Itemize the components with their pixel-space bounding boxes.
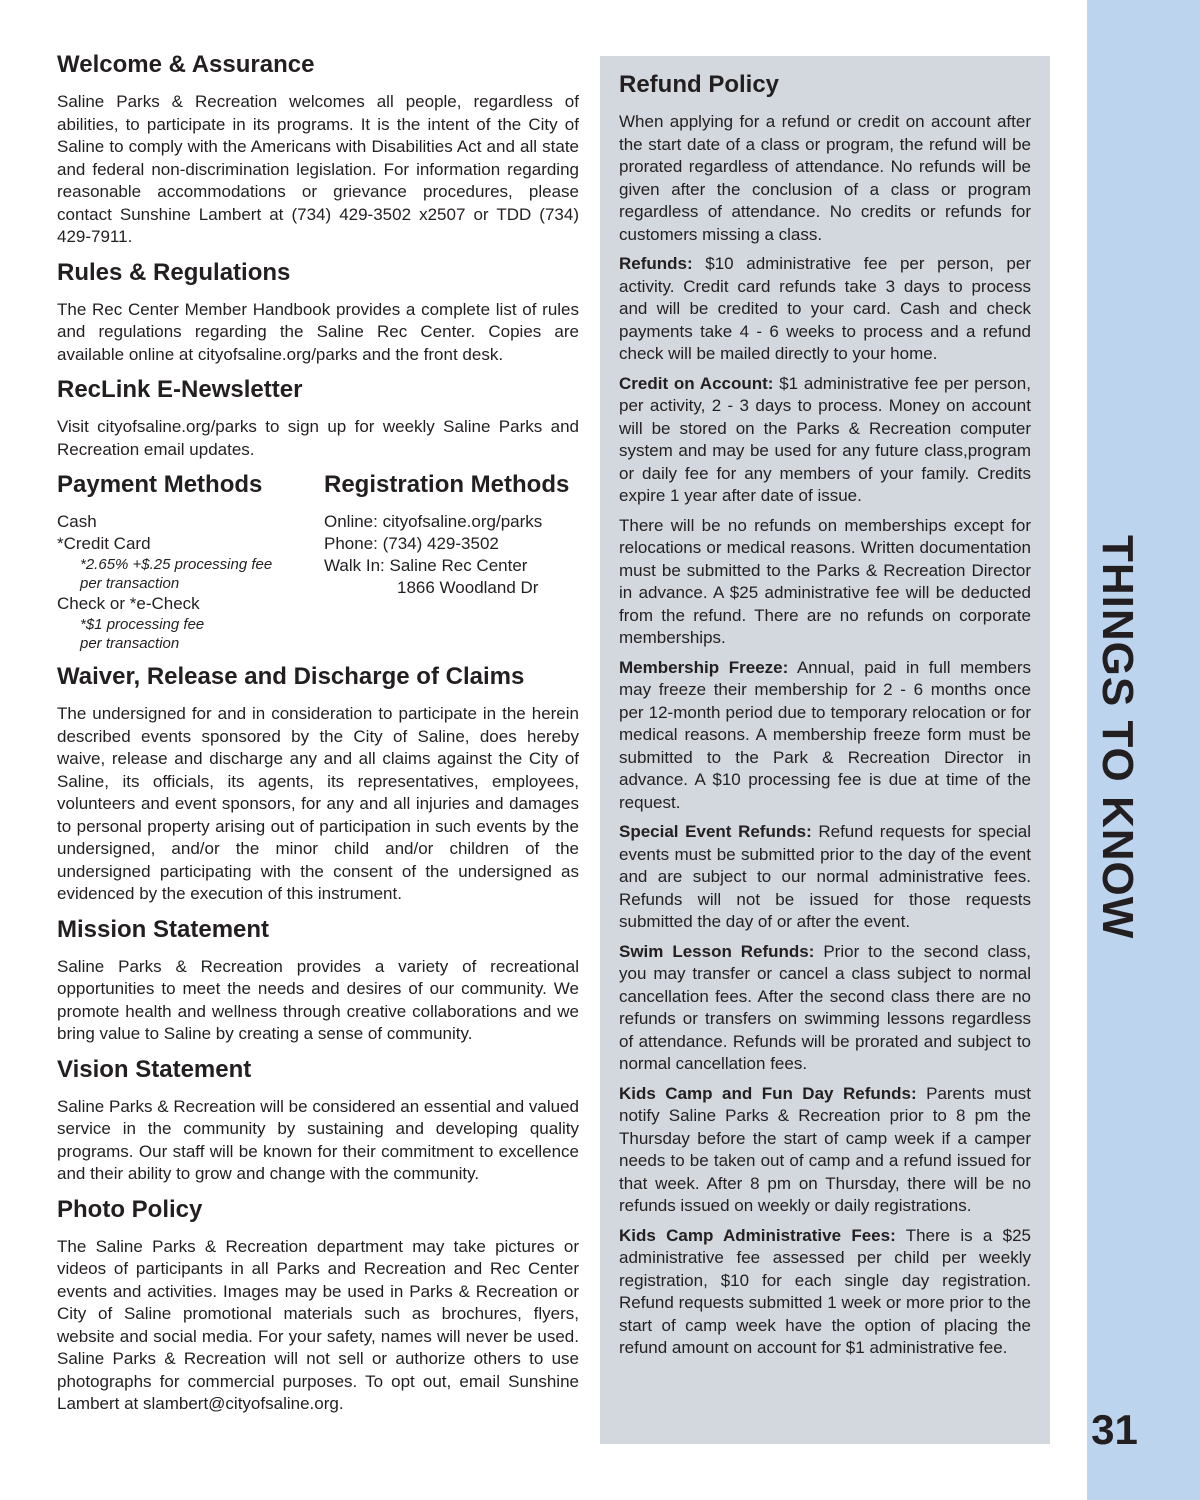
refund-policy: [619, 70, 1031, 1367]
welcome-heading: Welcome & Assurance: [57, 51, 315, 78]
vision-section: [57, 1055, 579, 1186]
payment-cash: Cash: [57, 512, 97, 531]
mission-body: Saline Parks & Recreation provides a variety of recreational opportunities to meet the needs and desires of our community. We promote health and wellness through creative collaborations and we bring value to Saline by creating a sense of community.: [57, 956, 579, 1043]
refund-item-text: Prior to the second class, you may transfer or cancel a class subject to normal cancellation fees. After the second class there are no refunds or transfers on swimming lessons regardless of attendance. Refunds will be prorated and subject to normal cancellation fees.: [619, 941, 1031, 1073]
payment-credit: *Credit Card: [57, 534, 151, 553]
methods-section: [57, 470, 579, 653]
refund-item-text: Refund requests for special events must be submitted prior to the day of the event and are subject to our normal administrative fees. Refunds will not be issued for those requests submitted the day of or after the event.: [619, 822, 1031, 931]
welcome-section: [57, 50, 579, 249]
rules-heading: Rules & Regulations: [57, 258, 291, 286]
refund-item-text: Parents must notify Saline Parks & Recreation prior to 8 pm the Thursday before the start of camp week if a camper needs to be taken out of camp and a refund issued for that week. After 8 pm on Thursday, there will be no refunds issued on weekly or daily registrations.: [619, 1083, 1031, 1215]
refund-item-text: Annual, paid in full members may freeze their membership for 2 - 6 months once per 12-month period due to temporary relocation or for medical reasons. A membership freeze form must be submitted to the Park & Recreation Director in advance. A $10 processing fee is due at time of the request.: [619, 657, 1031, 812]
refund-item: [619, 373, 1031, 508]
registration-phone: Phone: (734) 429-3502: [324, 534, 499, 553]
mission-heading: Mission Statement: [57, 915, 270, 943]
page-number: 31: [1091, 1406, 1138, 1453]
payment-credit-note: *2.65% +$.25 processing fee: [80, 556, 273, 573]
refund-intro: When applying for a refund or credit on account after the start date of a class or program, the refund will be prorated regardless of attendance. No refunds will be given after the conclusion of a class or program regardless of attendance. No credits or refunds for customers missing a class.: [619, 112, 1031, 244]
left-column: [57, 50, 579, 1425]
registration-address: 1866 Woodland Dr: [397, 578, 539, 597]
refund-item-label: Credit on Account:: [619, 373, 774, 393]
photo-body: The Saline Parks & Recreation department may take pictures or videos of participants in all Parks and Recreation and Rec Center events and activities. Images may be used in Parks & Recreation or City of Saline promotional materials such as brochures, flyers, website and social media. For your safety, names will never be used. Saline Parks & Recreation will not sell or authorize others to use photographs for commercial purposes. To opt out, email Sunshine Lambert at slambert@cityofsaline.org.: [57, 1236, 579, 1413]
waiver-section: [57, 662, 579, 906]
payment-heading: Payment Methods: [57, 471, 263, 498]
payment-methods: [57, 470, 312, 653]
rules-body: The Rec Center Member Handbook provides a complete list of rules and regulations regarding the Saline Rec Center. Copies are available online at cityofsaline.org/parks and the front desk.: [57, 299, 579, 364]
refund-item: [619, 1225, 1031, 1360]
reclink-section: [57, 375, 579, 461]
refund-item-text: There is a $25 administrative fee assessed per child per weekly registration, $10 for each single day registration. Refund requests submitted 1 week or more prior to the start of camp week have the option of placing the refund amount on account for $1 administrative fee.: [619, 1225, 1031, 1357]
refund-item-label: Kids Camp and Fun Day Refunds:: [619, 1083, 917, 1103]
waiver-heading: Waiver, Release and Discharge of Claims: [57, 663, 525, 690]
sidebar-title-text: THINGS TO KNOW: [1093, 535, 1142, 940]
waiver-body: The undersigned for and in consideration to participate in the herein described events sponsored by the City of Saline, does hereby waive, release and discharge any and all claims against the City of Saline, its officials, its agents, its representatives, employees, volunteers and event sponsors, for any and all injuries and damages to personal property arising out of participation in such events by the undersigned, and/or the minor child and/or children of the undersigned participating with the consent of the undersigned as evidenced by the execution of this instrument.: [57, 704, 579, 903]
refund-item-text: $10 administrative fee per person, per activity. Credit card refunds take 3 days to process and will be credited to your card. Cash and check payments take 4 - 6 weeks to process and a refund check will be mailed directly to your home.: [619, 254, 1031, 363]
registration-heading: Registration Methods: [324, 471, 570, 498]
reclink-heading: RecLink E-Newsletter: [57, 376, 303, 403]
reclink-body: Visit cityofsaline.org/parks to sign up for weekly Saline Parks and Recreation email updates.: [57, 417, 579, 459]
vision-heading: Vision Statement: [57, 1055, 252, 1083]
refund-item-label: Refunds:: [619, 254, 693, 273]
payment-check-note: *$1 processing fee: [80, 616, 205, 633]
payment-check-note-2: per transaction: [80, 635, 180, 652]
refund-items: [619, 253, 1031, 1360]
payment-credit-note-2: per transaction: [80, 575, 180, 592]
refund-item-label: Kids Camp Administrative Fees:: [619, 1225, 896, 1245]
refund-item: [619, 515, 1031, 650]
refund-item: [619, 941, 1031, 1076]
payment-check: Check or *e-Check: [57, 594, 200, 613]
registration-walkin: Walk In: Saline Rec Center: [324, 556, 528, 575]
refund-item: [619, 657, 1031, 815]
refund-item-text: $1 administrative fee per person, per activity, 2 - 3 days to process. Money on account will be stored on the Parks & Recreation computer system and may be used for any future class,program or daily fee for any members of your family. Credits expire 1 year after date of issue.: [619, 373, 1031, 505]
refund-item: [619, 821, 1031, 934]
refund-item-label: Special Event Refunds:: [619, 822, 812, 841]
welcome-body: Saline Parks & Recreation welcomes all people, regardless of abilities, to participate in its programs. It is the intent of the City of Saline to comply with the Americans with Disabilities Act and all state and federal non-discrimination legislation. For information regarding reasonable accommodations or grievance procedures, please contact Sunshine Lambert at (734) 429-3502 x2507 or TDD (734) 429-7911.: [57, 92, 579, 246]
registration-methods: [324, 470, 579, 653]
vision-body: Saline Parks & Recreation will be considered an essential and valued service in the community by sustaining and developing quality programs. Our staff will be known for their commitment to excellence and their ability to grow and change with the community.: [57, 1096, 579, 1183]
registration-online: Online: cityofsaline.org/parks: [324, 512, 543, 531]
refund-item-text: There will be no refunds on memberships except for relocations or medical reasons. Written documentation must be submitted to the Parks & Recreation Director in advance. A $25 administrative fee will be deducted from the refund. There are no refunds on corporate memberships.: [619, 515, 1031, 647]
refund-item-label: Swim Lesson Refunds:: [619, 941, 815, 961]
mission-section: [57, 915, 579, 1046]
photo-heading: Photo Policy: [57, 1195, 203, 1223]
refund-item: [619, 1083, 1031, 1218]
photo-section: [57, 1195, 579, 1416]
refund-heading: Refund Policy: [619, 71, 780, 98]
rules-section: [57, 258, 579, 367]
refund-item: [619, 253, 1031, 366]
sidebar-title: [1093, 535, 1141, 965]
refund-item-label: Membership Freeze:: [619, 657, 789, 677]
